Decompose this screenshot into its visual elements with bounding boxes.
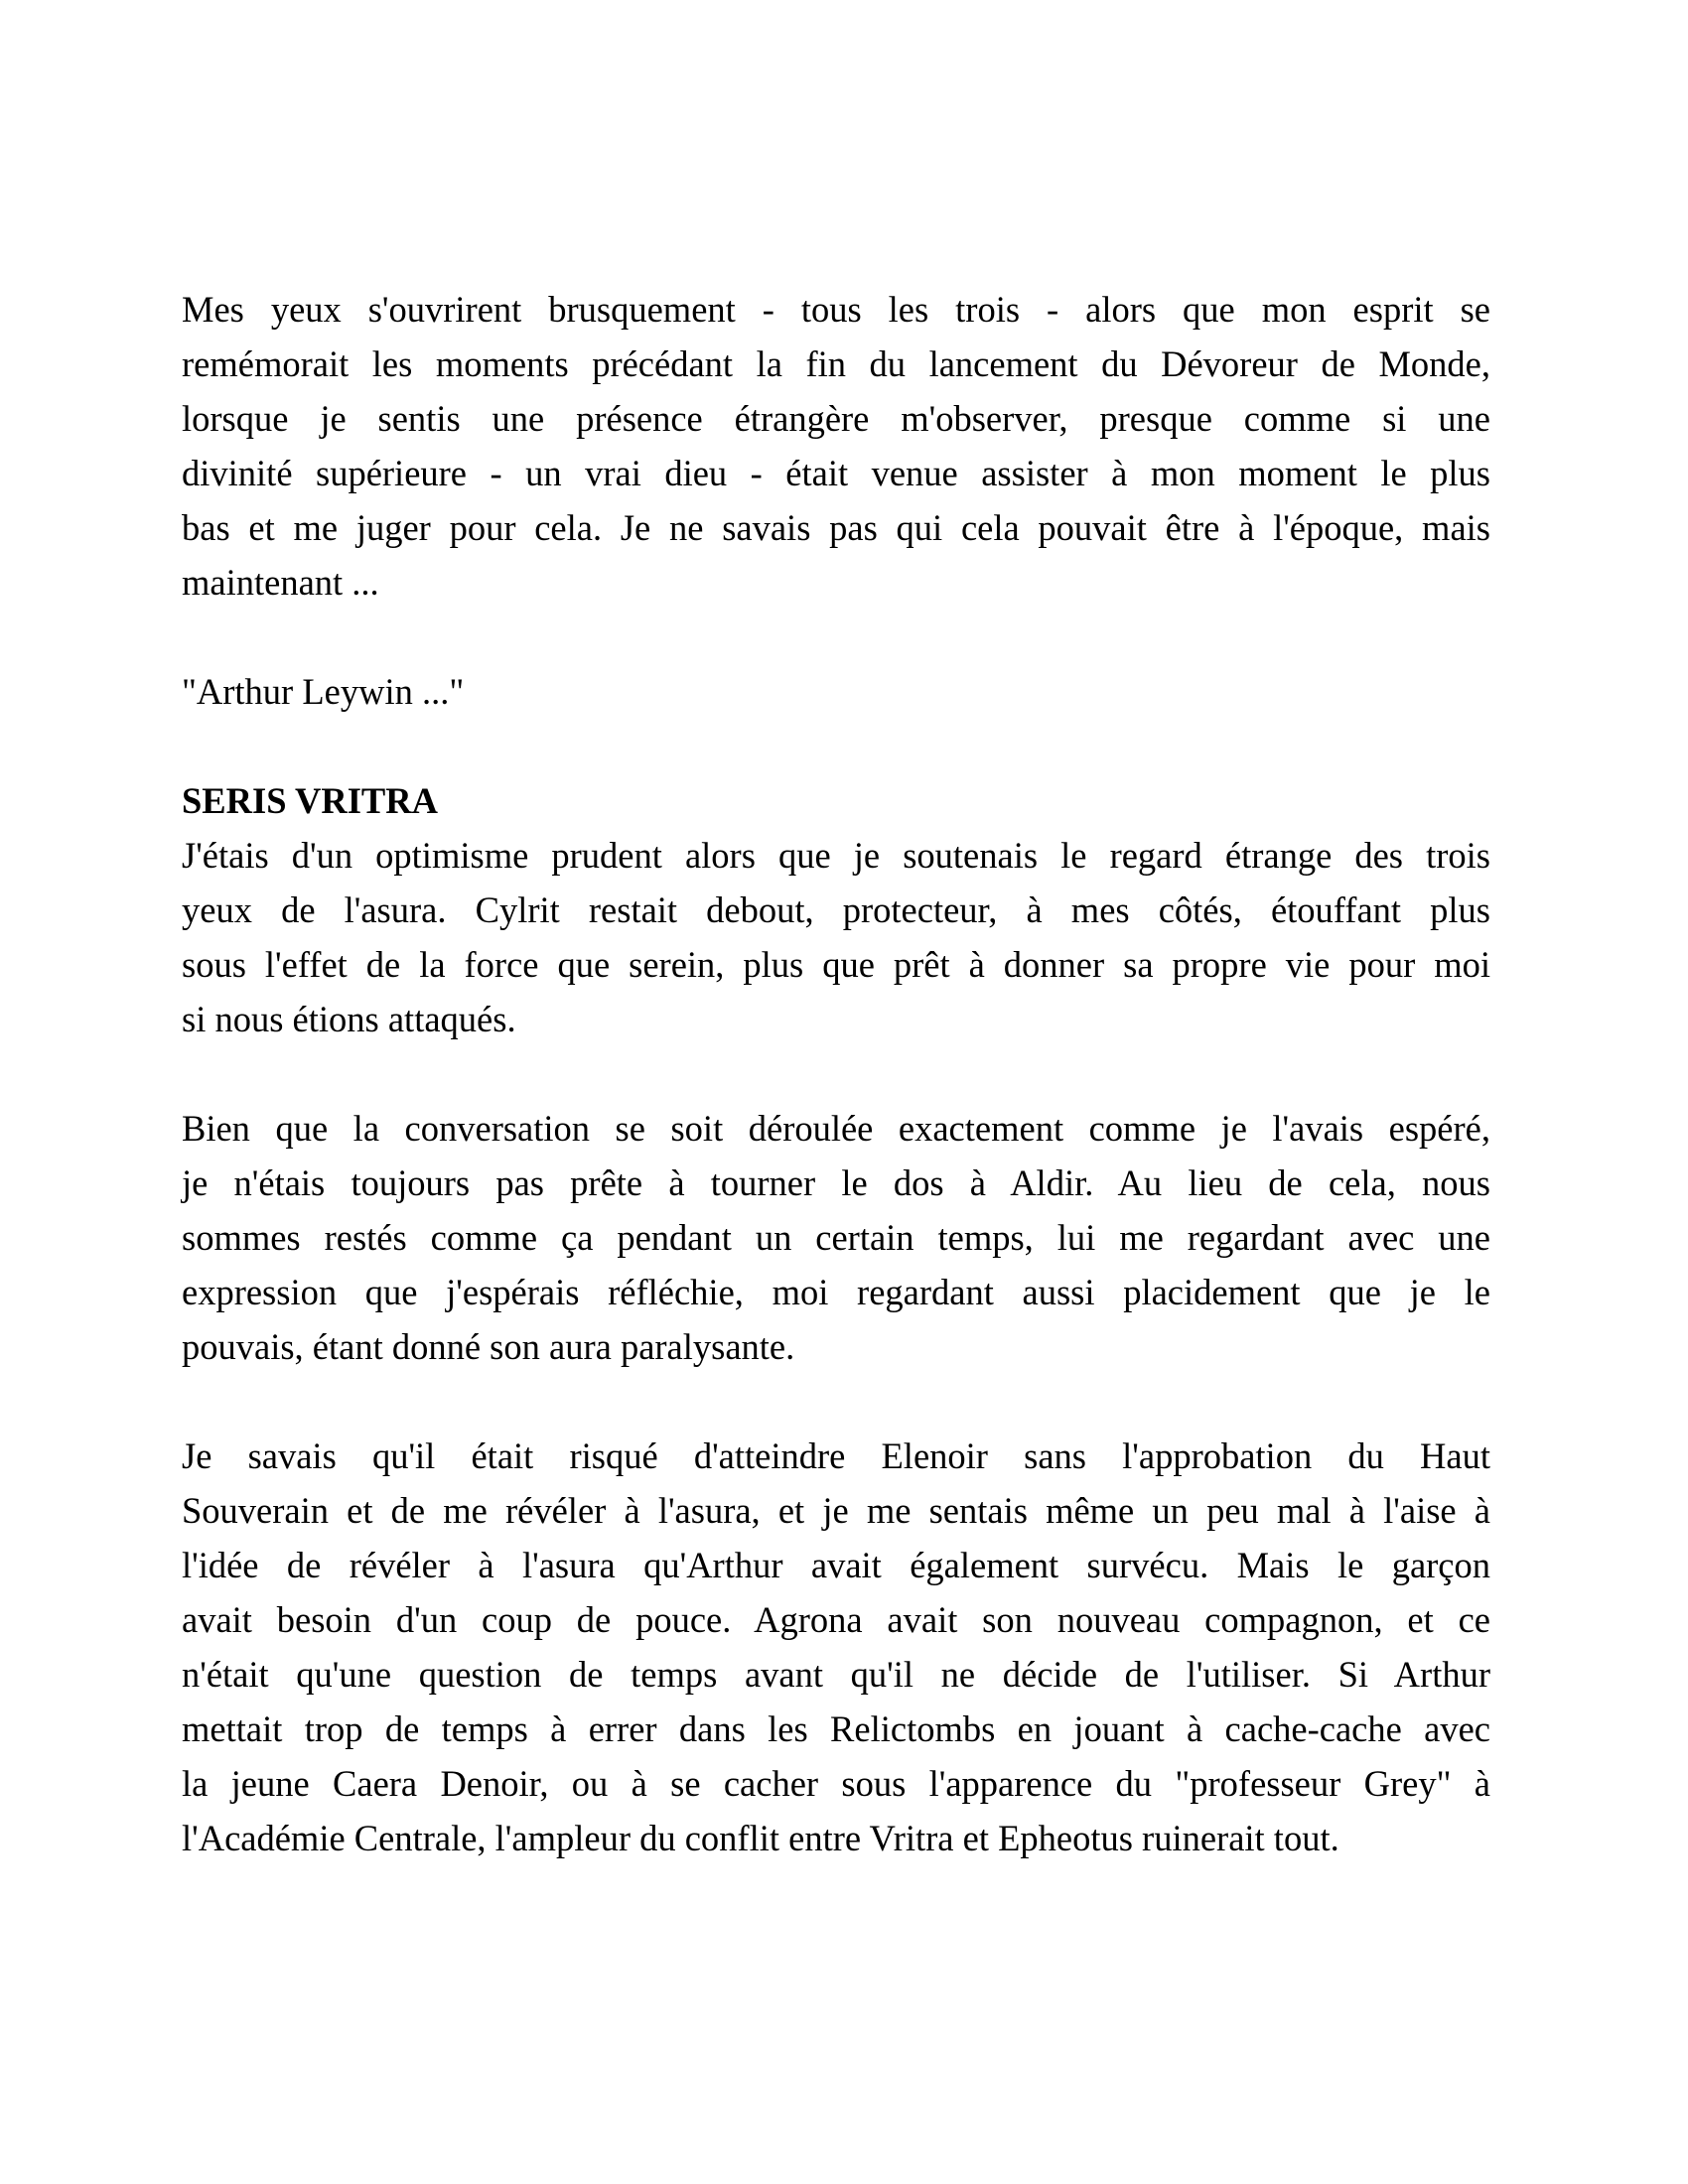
text-line: lorsque je sentis une présence étrangère m'observer, presque comme si une (182, 398, 1490, 439)
text-line: avait besoin d'un coup de pouce. Agrona avait son nouveau compagnon, et ce (182, 1599, 1490, 1640)
paragraph-dialogue (182, 664, 1490, 719)
text-line: Souverain et de me révéler à l'asura, et je me sentais même un peu mal à l'aise à (182, 1490, 1490, 1531)
text-line: sommes restés comme ça pendant un certain temps, lui me regardant avec une (182, 1217, 1490, 1258)
text-line: n'était qu'une question de temps avant qu'il ne décide de l'utiliser. Si Arthur (182, 1654, 1490, 1695)
text-line: yeux de l'asura. Cylrit restait debout, protecteur, à mes côtés, étouffant plus (182, 889, 1490, 930)
text-line: l'Académie Centrale, l'ampleur du conflit entre Vritra et Epheotus ruinerait tout. (182, 1818, 1339, 1858)
text-line: si nous étions attaqués. (182, 999, 516, 1039)
text-line: expression que j'espérais réfléchie, moi regardant aussi placidement que je le (182, 1272, 1490, 1312)
paragraph-conversation (182, 1101, 1490, 1374)
text-line: Bien que la conversation se soit déroulée exactement comme je l'avais espéré, (182, 1108, 1490, 1149)
text-line: mettait trop de temps à errer dans les Relictombs en jouant à cache-cache avec (182, 1708, 1490, 1749)
text-line: l'idée de révéler à l'asura qu'Arthur avait également survécu. Mais le garçon (182, 1545, 1490, 1585)
text-line: remémorait les moments précédant la fin du lancement du Dévoreur de Monde, (182, 343, 1490, 384)
text-line: sous l'effet de la force que serein, plus que prêt à donner sa propre vie pour moi (182, 944, 1490, 985)
text-line: maintenant ... (182, 562, 379, 603)
text-line: J'étais d'un optimisme prudent alors que je soutenais le regard étrange des trois (182, 835, 1490, 876)
section-heading: SERIS VRITRA (182, 780, 438, 821)
paragraph-awakening (182, 282, 1490, 610)
text-line: pouvais, étant donné son aura paralysante. (182, 1326, 795, 1367)
paragraph-optimism (182, 828, 1490, 1046)
text-line: bas et me juger pour cela. Je ne savais pas qui cela pouvait être à l'époque, mais (182, 507, 1490, 548)
document-page (182, 282, 1490, 1865)
text-line: Je savais qu'il était risqué d'atteindre Elenoir sans l'approbation du Haut (182, 1435, 1490, 1476)
text-line: divinité supérieure - un vrai dieu - était venue assister à mon moment le plus (182, 453, 1490, 493)
text-line: la jeune Caera Denoir, ou à se cacher sous l'apparence du "professeur Grey" à (182, 1763, 1490, 1804)
paragraph-risk (182, 1429, 1490, 1865)
text-line: Mes yeux s'ouvrirent brusquement - tous les trois - alors que mon esprit se (182, 289, 1490, 330)
text-line: je n'étais toujours pas prête à tourner le dos à Aldir. Au lieu de cela, nous (182, 1162, 1490, 1203)
dialogue-line: "Arthur Leywin ..." (182, 671, 465, 712)
